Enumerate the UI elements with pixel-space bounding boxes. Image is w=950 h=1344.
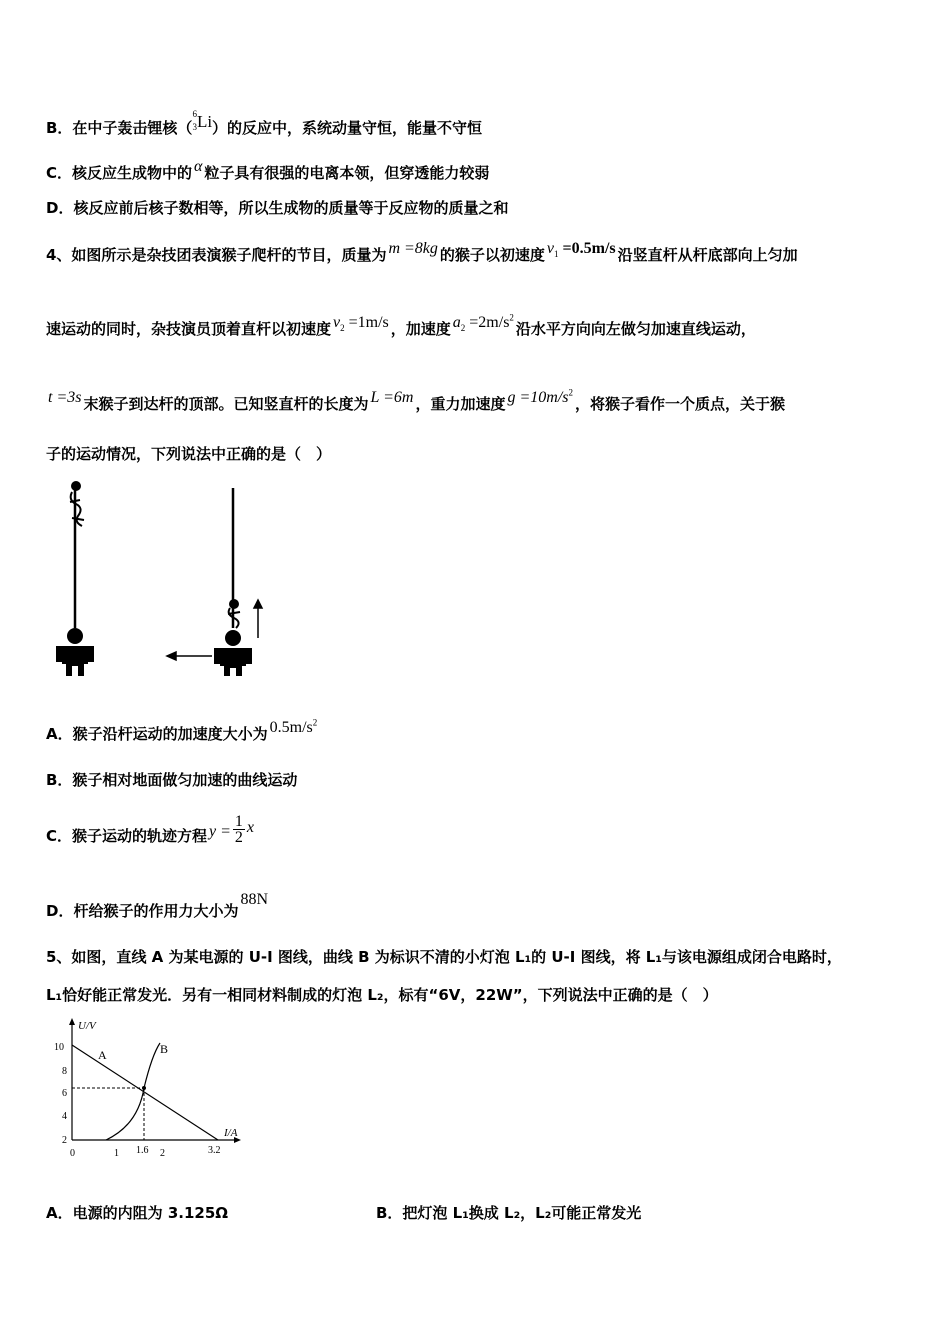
q5-stem-line-2: L₁恰好能正常发光．另有一相同材料制成的灯泡 L₂，标有“6V，22W”，下列说法中正确的是（ ） (46, 986, 718, 1004)
acrobat-right-icon (214, 630, 252, 676)
q5-option-b: B．把灯泡 L₁换成 L₂，L₂可能正常发光 (376, 1204, 642, 1222)
x-tick-0: 0 (70, 1148, 75, 1159)
y-tick-2: 2 (62, 1135, 67, 1146)
curve-b-label: B (160, 1042, 169, 1056)
y-tick-10: 10 (54, 1042, 64, 1053)
ui-graph (48, 1015, 248, 1163)
q3-option-c: C．核反应生成物中的 α 粒子具有很强的电离本领，但穿透能力较弱 (46, 158, 490, 182)
q3-option-d: D．核反应前后核子数相等，所以生成物的质量等于反应物的质量之和 (46, 199, 509, 217)
q4-option-d: D．杆给猴子的作用力大小为88N (46, 891, 269, 920)
x-tick-3-2: 3.2 (208, 1145, 221, 1156)
x-tick-2: 2 (160, 1148, 165, 1159)
q3-option-b: B．在中子轰击锂核（ 6 3 Li）的反应中，系统动量守恒，能量不守恒 (46, 117, 482, 140)
q4-stem-line-2: 速运动的同时，杂技演员顶着直杆以初速度 $v_2 =1m/s$ ，加速度 $a_2 =2m/s^2$沿水平方向向左做匀加速直线运动， (46, 312, 756, 338)
q4-option-a: A．猴子沿杆运动的加速度大小为 $0.5m/s^2$ (46, 717, 318, 743)
y-tick-4: 4 (62, 1111, 67, 1122)
q4-option-c: C．猴子运动的轨迹方程 y = $\frac{1}{2}$ x (46, 813, 255, 846)
y-tick-6: 6 (62, 1088, 67, 1099)
y-tick-8: 8 (62, 1066, 67, 1077)
upward-arrow-icon (254, 600, 262, 638)
y-axis-arrow (69, 1018, 75, 1025)
q4-option-b: B．猴子相对地面做匀加速的曲线运动 (46, 771, 298, 789)
monkey-at-top-icon (70, 482, 84, 526)
y-axis-label: U/V (78, 1020, 96, 1032)
monkey-pole-figure (50, 478, 280, 683)
q4-stem-line-4: 子的运动情况，下列说法中正确的是（ ） (46, 445, 332, 463)
line-a-label: A (98, 1048, 107, 1062)
q4-stem-line-3: t =3s 末猴子到达杆的顶部。已知竖直杆的长度为 L =6m ，重力加速度 $g =10m/s^2$，将猴子看作一个质点，关于猴 (48, 387, 786, 413)
q4-stem-line-1: 4、如图所示是杂技团表演猴子爬杆的节目，质量为 m =8kg 的猴子以初速度 $v_1 =0.5m/s$ 沿竖直杆从杆底部向上匀加 (46, 240, 798, 264)
x-tick-1: 1 (114, 1148, 119, 1159)
lithium-nuclide: 6 3 Li (192, 109, 213, 132)
leftward-arrow-icon (167, 652, 212, 660)
acrobat-left-icon (56, 628, 94, 676)
q5-option-a: A．电源的内阻为 3.125Ω (46, 1204, 229, 1222)
line-a (72, 1045, 218, 1140)
q5-stem-line-1: 5、如图，直线 A 为某电源的 U-I 图线，曲线 B 为标识不清的小灯泡 L₁的 U-I 图线，将 L₁与该电源组成闭合电路时， (46, 948, 842, 966)
operating-point (142, 1086, 146, 1090)
x-tick-1-6: 1.6 (136, 1145, 149, 1156)
x-axis-label: I/A (224, 1127, 238, 1139)
curve-b (106, 1043, 160, 1140)
